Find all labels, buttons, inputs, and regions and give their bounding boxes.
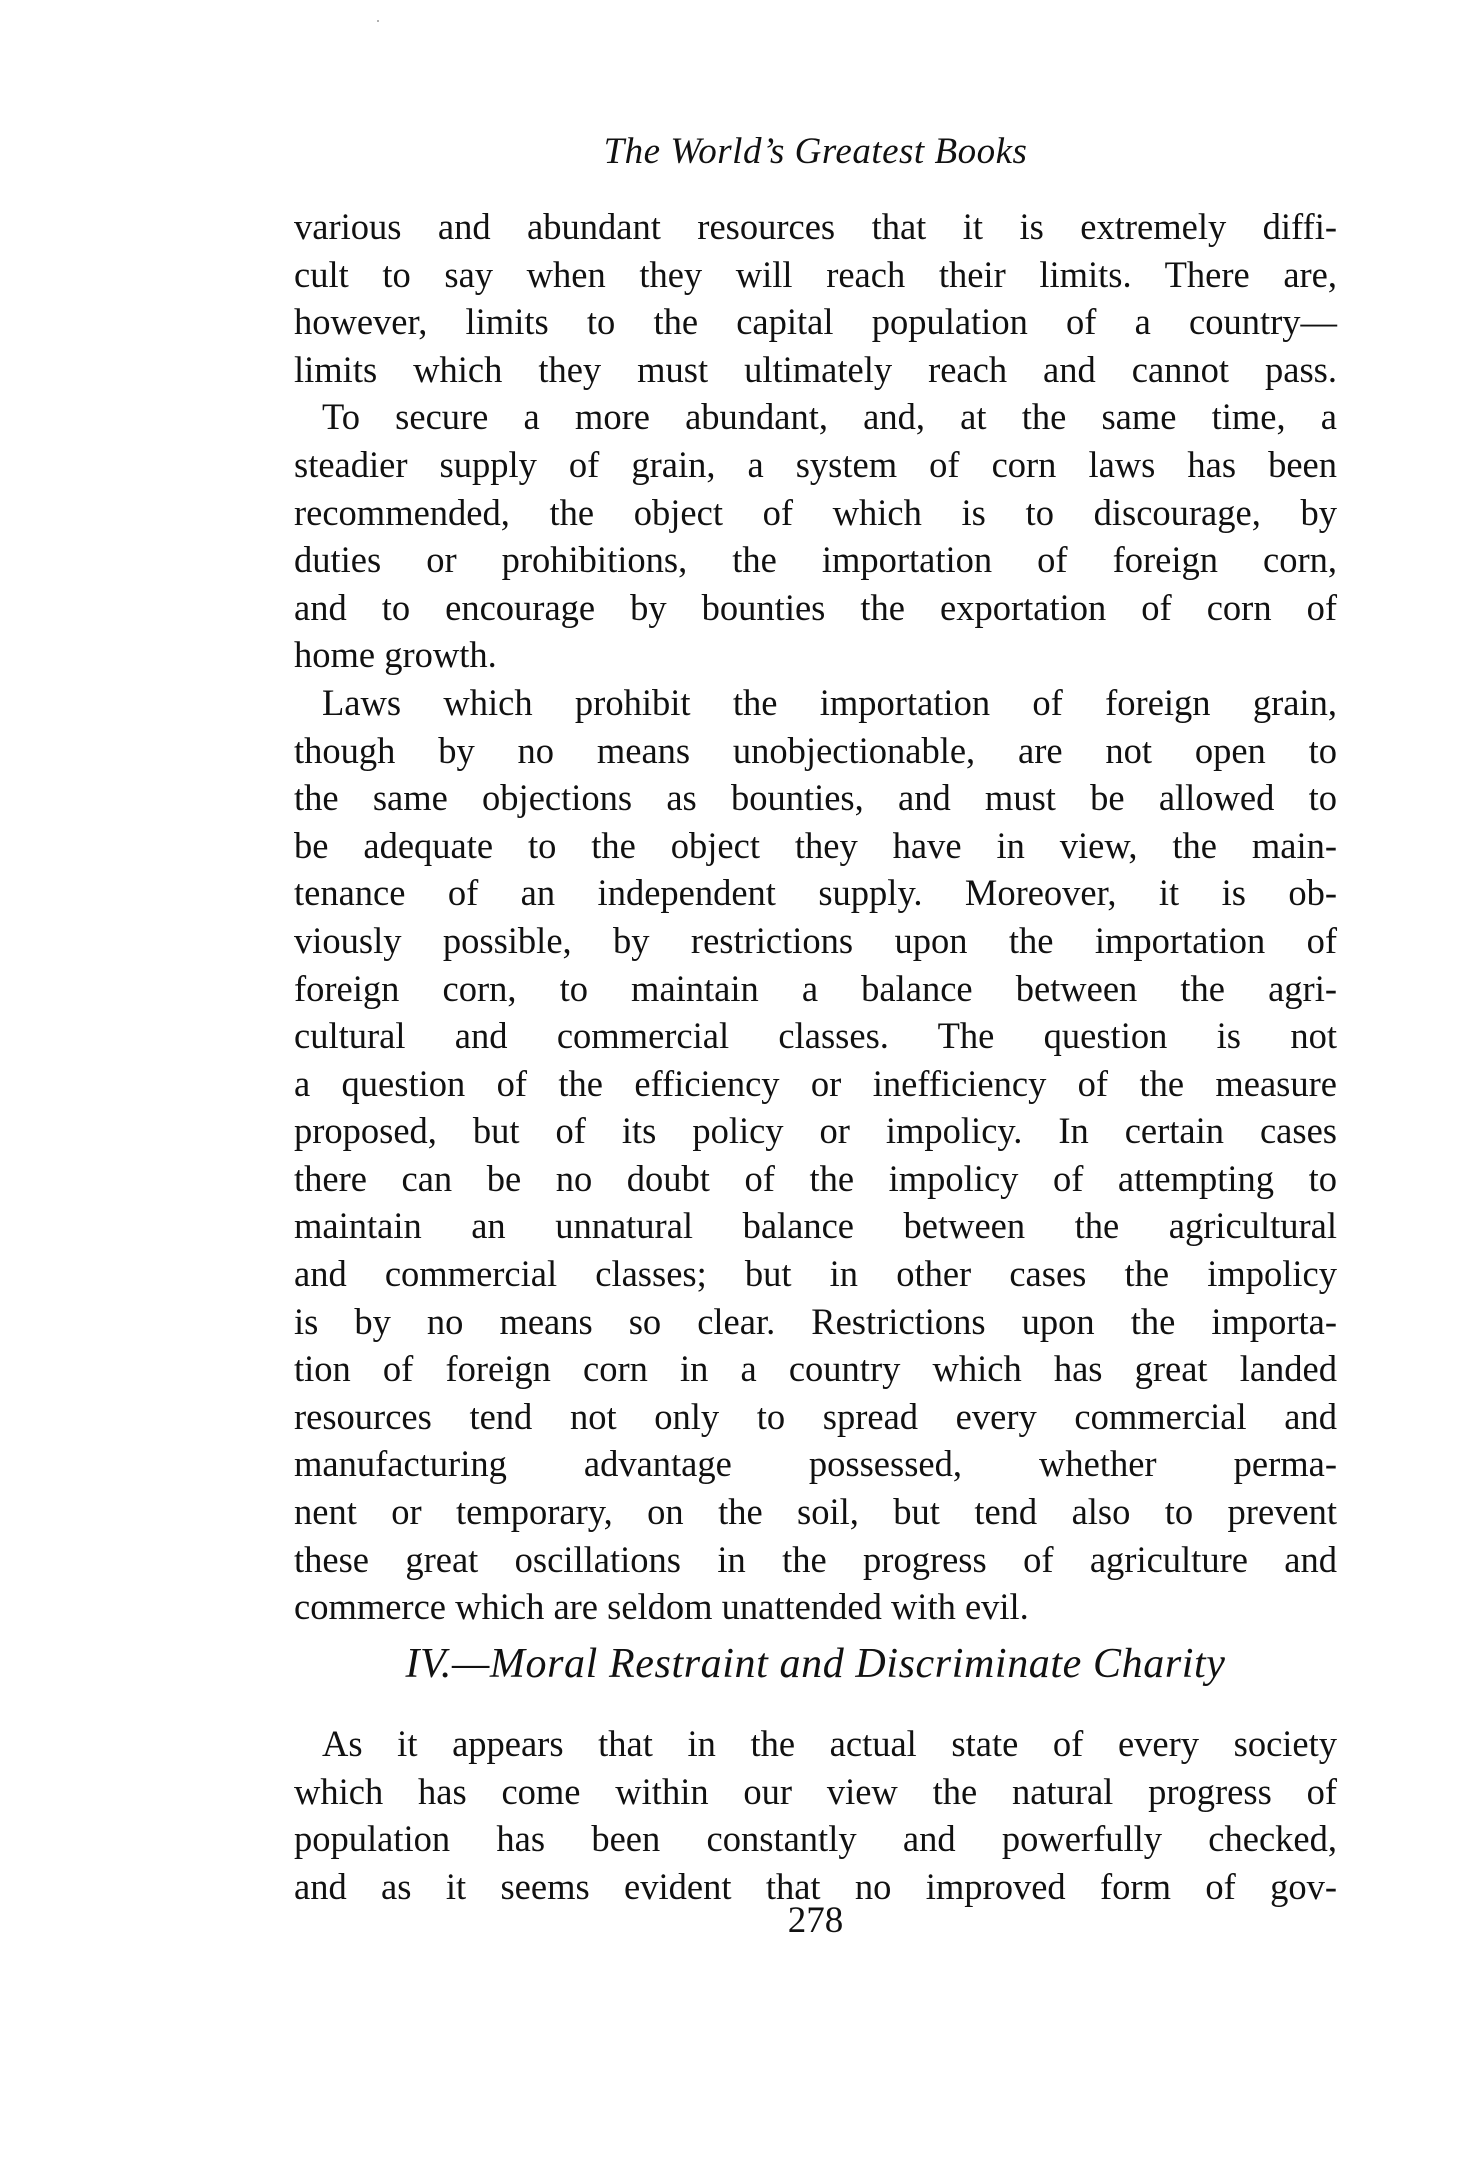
section-heading: IV.—Moral Restraint and Discriminate Charity <box>405 1641 1226 1687</box>
text-line: be adequate to the object they have in view, the main- <box>294 824 1337 866</box>
text-line: foreign corn, to maintain a balance between the agri- <box>294 967 1337 1009</box>
text-line: which has come within our view the natural progress of <box>294 1770 1337 1812</box>
text-line: steadier supply of grain, a system of corn laws has been <box>294 443 1337 485</box>
text-line: proposed, but of its policy or impolicy. In certain cases <box>294 1110 1337 1152</box>
text-line: manufacturing advantage possessed, whether perma- <box>294 1443 1337 1485</box>
text-line: nent or temporary, on the soil, but tend also to prevent <box>294 1491 1337 1533</box>
text-block-corn-laws <box>294 203 1337 1631</box>
page-number: 278 <box>787 1900 844 1941</box>
text-line: Laws which prohibit the importation of foreign grain, <box>322 681 1337 723</box>
text-line: maintain an unnatural balance between the agricultural <box>294 1205 1337 1247</box>
text-line: is by no means so clear. Restrictions upon the importa- <box>294 1300 1337 1342</box>
text-line: duties or prohibitions, the importation of foreign corn, <box>294 539 1337 581</box>
text-line: and to encourage by bounties the exportation of corn of <box>294 586 1337 628</box>
text-line: these great oscillations in the progress of agriculture and <box>294 1538 1337 1580</box>
text-line: there can be no doubt of the impolicy of attempting to <box>294 1157 1337 1199</box>
text-line: though by no means unobjectionable, are not open to <box>294 729 1337 771</box>
text-line: home growth. <box>294 634 497 676</box>
text-line: cultural and commercial classes. The question is not <box>294 1015 1337 1057</box>
running-head: The World’s Greatest Books <box>603 131 1028 172</box>
paragraph <box>294 393 1337 679</box>
text-line: and as it seems evident that no improved form of gov- <box>294 1865 1337 1907</box>
text-line: To secure a more abundant, and, at the same time, a <box>322 396 1337 438</box>
scan-speck <box>377 20 379 22</box>
paragraph <box>294 1720 1337 1910</box>
text-line: however, limits to the capital population of a country— <box>294 301 1337 343</box>
text-line: a question of the efficiency or inefficiency of the measure <box>294 1062 1337 1104</box>
text-line: recommended, the object of which is to discourage, by <box>294 491 1337 533</box>
text-line: the same objections as bounties, and must be allowed to <box>294 777 1337 819</box>
text-line: As it appears that in the actual state of every society <box>322 1723 1337 1764</box>
text-line: viously possible, by restrictions upon the importation of <box>294 919 1337 961</box>
text-line: and commercial classes; but in other cases the impolicy <box>294 1253 1337 1295</box>
text-block-moral-restraint <box>294 1720 1337 1910</box>
text-line: commerce which are seldom unattended with evil. <box>294 1586 1029 1628</box>
text-line: resources tend not only to spread every commercial and <box>294 1395 1337 1437</box>
text-line: cult to say when they will reach their limits. There are, <box>294 253 1337 295</box>
text-line: tenance of an independent supply. Moreover, it is ob- <box>294 872 1337 914</box>
text-line: tion of foreign corn in a country which has great landed <box>294 1348 1337 1390</box>
text-line: population has been constantly and powerfully checked, <box>294 1818 1337 1860</box>
paragraph <box>294 203 1337 393</box>
paragraph <box>294 679 1337 1631</box>
text-line: limits which they must ultimately reach and cannot pass. <box>294 348 1337 390</box>
text-line: various and abundant resources that it is extremely diffi- <box>294 206 1337 247</box>
